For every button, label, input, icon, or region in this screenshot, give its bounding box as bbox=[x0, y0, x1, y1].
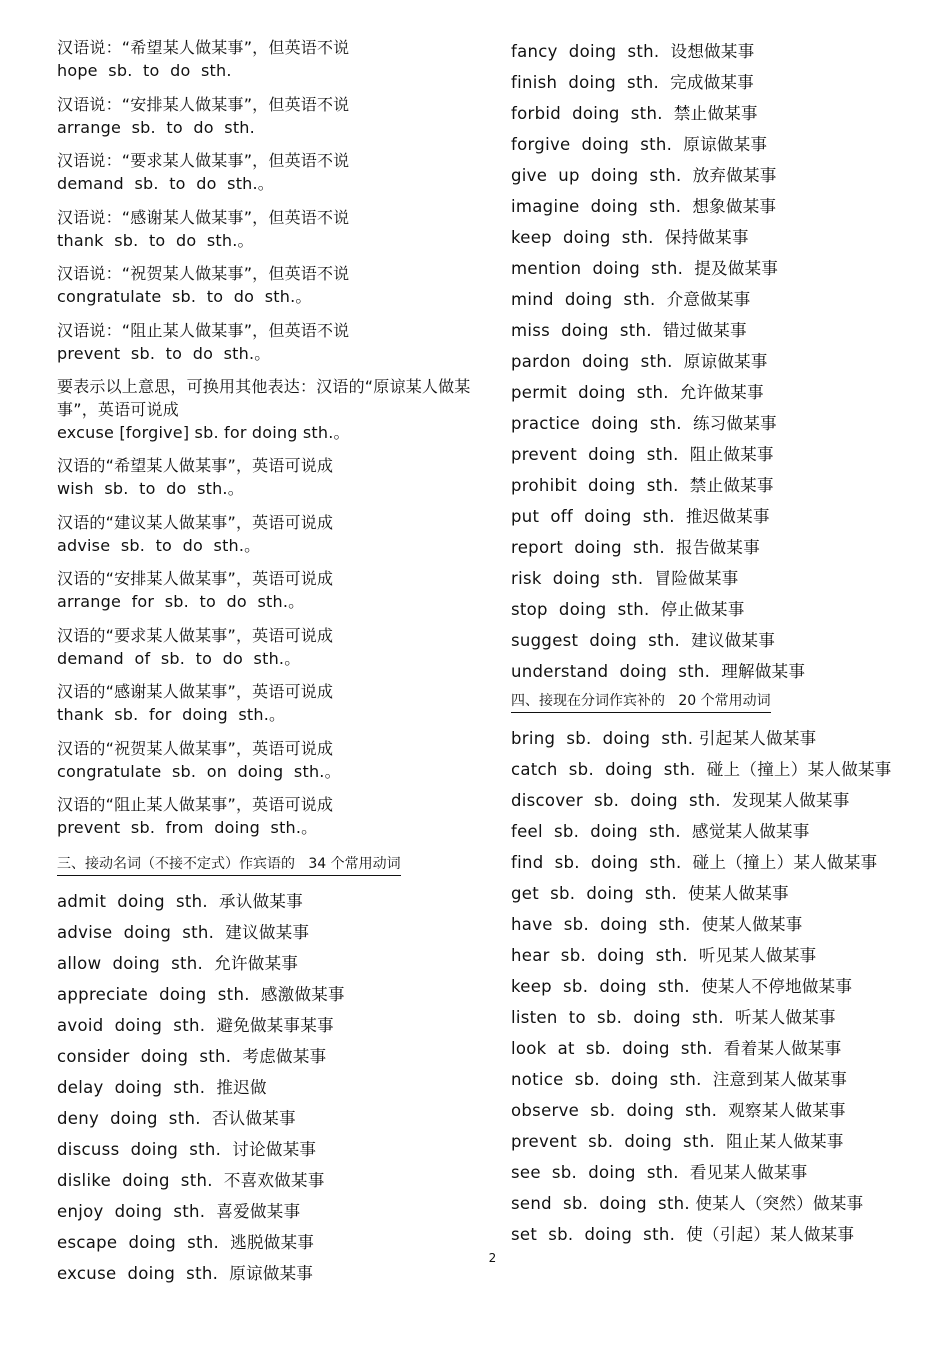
verb-entry: permit doing sth. 允许做某事 bbox=[511, 383, 764, 402]
verb-entry: deny doing sth. 否认做某事 bbox=[57, 1108, 296, 1128]
verb-entry: stop doing sth. 停止做某事 bbox=[511, 600, 745, 619]
verb-entry: excuse doing sth. 原谅做某事 bbox=[57, 1263, 314, 1283]
verb-entry: forbid doing sth. 禁止做某事 bbox=[511, 104, 758, 123]
english-phrase: prevent sb. from doing sth.。 bbox=[57, 818, 318, 837]
chinese-phrase: 汉语的“要求某人做某事”，英语可说成 bbox=[57, 625, 334, 645]
english-phrase: congratulate sb. on doing sth.。 bbox=[57, 761, 341, 781]
chinese-phrase: 汉语的“祝贺某人做某事”，英语可说成 bbox=[57, 738, 334, 758]
english-phrase: advise sb. to do sth.。 bbox=[57, 535, 261, 555]
verb-entry: miss doing sth. 错过做某事 bbox=[511, 321, 747, 340]
verb-entry: see sb. doing sth. 看见某人做某事 bbox=[511, 1163, 808, 1182]
expression-pair bbox=[57, 454, 482, 500]
verb-entry: find sb. doing sth. 碰上（撞上）某人做某事 bbox=[511, 853, 878, 872]
verb-entry: admit doing sth. 承认做某事 bbox=[57, 891, 304, 911]
left-column bbox=[57, 36, 482, 1289]
english-phrase: congratulate sb. to do sth.。 bbox=[57, 287, 312, 306]
verb-entry: send sb. doing sth. 使某人（突然）做某事 bbox=[511, 1194, 864, 1213]
verb-entry: set sb. doing sth. 使（引起）某人做某事 bbox=[511, 1225, 855, 1244]
chinese-phrase: 汉语的“安排某人做某事”，英语可说成 bbox=[57, 569, 334, 588]
expression-pair bbox=[57, 680, 482, 726]
expression-pair bbox=[57, 319, 482, 365]
verb-entry: avoid doing sth. 避免做某事某事 bbox=[57, 1015, 334, 1035]
chinese-phrase: 汉语说：“要求某人做某事”，但英语不说 bbox=[57, 151, 350, 170]
verb-entry: have sb. doing sth. 使某人做某事 bbox=[511, 915, 803, 934]
chinese-phrase: 汉语的“希望某人做某事”，英语可说成 bbox=[57, 456, 334, 475]
english-phrase: thank sb. to do sth.。 bbox=[57, 230, 254, 250]
verb-entry: keep doing sth. 保持做某事 bbox=[511, 228, 749, 247]
verb-entry: notice sb. doing sth. 注意到某人做某事 bbox=[511, 1070, 848, 1089]
verb-entry: prohibit doing sth. 禁止做某事 bbox=[511, 476, 774, 495]
verb-entry: pardon doing sth. 原谅做某事 bbox=[511, 352, 768, 371]
right-column bbox=[511, 36, 931, 1250]
page-number: 2 bbox=[488, 1251, 497, 1265]
english-phrase: wish sb. to do sth.。 bbox=[57, 479, 244, 498]
verb-entry: consider doing sth. 考虑做某事 bbox=[57, 1046, 327, 1066]
chinese-phrase: 汉语说：“阻止某人做某事”，但英语不说 bbox=[57, 320, 350, 340]
verb-entry: feel sb. doing sth. 感觉某人做某事 bbox=[511, 822, 810, 841]
expression-pair bbox=[57, 567, 482, 613]
expression-pairs-group-2 bbox=[57, 454, 482, 839]
verb-entry: suggest doing sth. 建议做某事 bbox=[511, 631, 776, 650]
english-phrase: prevent sb. to do sth.。 bbox=[57, 343, 271, 363]
verb-entry: look at sb. doing sth. 看着某人做某事 bbox=[511, 1039, 842, 1058]
note-chinese: 要表示以上意思，可换用其他表达：汉语的“原谅某人做某事”，英语可说成 bbox=[57, 377, 471, 419]
expression-pair bbox=[57, 793, 482, 839]
verb-entry: discuss doing sth. 讨论做某事 bbox=[57, 1139, 317, 1159]
verb-entry: report doing sth. 报告做某事 bbox=[511, 538, 761, 557]
verb-entry: prevent doing sth. 阻止做某事 bbox=[511, 445, 774, 464]
expression-pair bbox=[57, 149, 482, 195]
english-phrase: arrange sb. to do sth. bbox=[57, 117, 255, 137]
english-phrase: thank sb. for doing sth.。 bbox=[57, 705, 286, 724]
verb-entry: advise doing sth. 建议做某事 bbox=[57, 922, 310, 942]
chinese-phrase: 汉语说：“祝贺某人做某事”，但英语不说 bbox=[57, 264, 350, 283]
note-english: excuse [forgive] sb. for doing sth.。 bbox=[57, 423, 350, 442]
verb-entry: escape doing sth. 逃脱做某事 bbox=[57, 1232, 315, 1252]
verb-entry: mention doing sth. 提及做某事 bbox=[511, 259, 779, 278]
expression-pair bbox=[57, 93, 482, 139]
section-heading-participle-complement-verbs: 四、接现在分词作宾补的 20 个常用动词 bbox=[511, 691, 771, 713]
chinese-phrase: 汉语的“阻止某人做某事”，英语可说成 bbox=[57, 795, 334, 814]
verb-entry: mind doing sth. 介意做某事 bbox=[511, 290, 751, 309]
gerund-verb-list-right bbox=[511, 36, 931, 687]
expression-pair bbox=[57, 737, 482, 783]
verb-entry: practice doing sth. 练习做某事 bbox=[511, 414, 777, 433]
english-phrase: demand sb. to do sth.。 bbox=[57, 174, 274, 193]
verb-entry: hear sb. doing sth. 听见某人做某事 bbox=[511, 946, 817, 965]
chinese-phrase: 汉语说：“安排某人做某事”，但英语不说 bbox=[57, 94, 350, 114]
verb-entry: give up doing sth. 放弃做某事 bbox=[511, 166, 777, 185]
verb-entry: appreciate doing sth. 感激做某事 bbox=[57, 984, 345, 1004]
verb-entry: get sb. doing sth. 使某人做某事 bbox=[511, 884, 789, 903]
verb-entry: fancy doing sth. 设想做某事 bbox=[511, 42, 755, 61]
english-phrase: hope sb. to do sth. bbox=[57, 61, 232, 80]
chinese-phrase: 汉语的“感谢某人做某事”，英语可说成 bbox=[57, 682, 334, 701]
verb-entry: forgive doing sth. 原谅做某事 bbox=[511, 135, 768, 154]
section-heading-gerund-verbs: 三、接动名词（不接不定式）作宾语的 34 个常用动词 bbox=[57, 854, 401, 876]
chinese-phrase: 汉语说：“感谢某人做某事”，但英语不说 bbox=[57, 207, 350, 227]
verb-entry: keep sb. doing sth. 使某人不停地做某事 bbox=[511, 977, 853, 996]
verb-entry: delay doing sth. 推迟做 bbox=[57, 1077, 267, 1097]
expression-pair bbox=[57, 262, 482, 308]
verb-entry: catch sb. doing sth. 碰上（撞上）某人做某事 bbox=[511, 760, 892, 779]
verb-entry: discover sb. doing sth. 发现某人做某事 bbox=[511, 791, 850, 810]
gerund-verb-list-left bbox=[57, 886, 482, 1289]
verb-entry: enjoy doing sth. 喜爱做某事 bbox=[57, 1201, 301, 1221]
chinese-phrase: 汉语的“建议某人做某事”，英语可说成 bbox=[57, 512, 334, 532]
verb-entry: prevent sb. doing sth. 阻止某人做某事 bbox=[511, 1132, 844, 1151]
verb-entry: dislike doing sth. 不喜欢做某事 bbox=[57, 1170, 325, 1190]
expression-pair bbox=[57, 36, 482, 82]
verb-entry: imagine doing sth. 想象做某事 bbox=[511, 197, 777, 216]
english-phrase: arrange for sb. to do sth.。 bbox=[57, 592, 305, 611]
verb-entry: observe sb. doing sth. 观察某人做某事 bbox=[511, 1101, 846, 1120]
verb-entry: allow doing sth. 允许做某事 bbox=[57, 953, 299, 973]
expression-pair bbox=[57, 206, 482, 252]
verb-entry: finish doing sth. 完成做某事 bbox=[511, 73, 755, 92]
verb-entry: bring sb. doing sth. 引起某人做某事 bbox=[511, 729, 817, 748]
alternative-expression-note bbox=[57, 375, 482, 444]
verb-entry: risk doing sth. 冒险做某事 bbox=[511, 569, 739, 588]
verb-entry: listen to sb. doing sth. 听某人做某事 bbox=[511, 1008, 836, 1027]
expression-pairs-group-1 bbox=[57, 36, 482, 365]
participle-complement-verb-list bbox=[511, 723, 931, 1250]
verb-entry: understand doing sth. 理解做某事 bbox=[511, 662, 806, 681]
verb-entry: put off doing sth. 推迟做某事 bbox=[511, 507, 770, 526]
expression-pair bbox=[57, 624, 482, 670]
english-phrase: demand of sb. to do sth.。 bbox=[57, 648, 301, 668]
expression-pair bbox=[57, 511, 482, 557]
chinese-phrase: 汉语说：“希望某人做某事”，但英语不说 bbox=[57, 38, 350, 57]
